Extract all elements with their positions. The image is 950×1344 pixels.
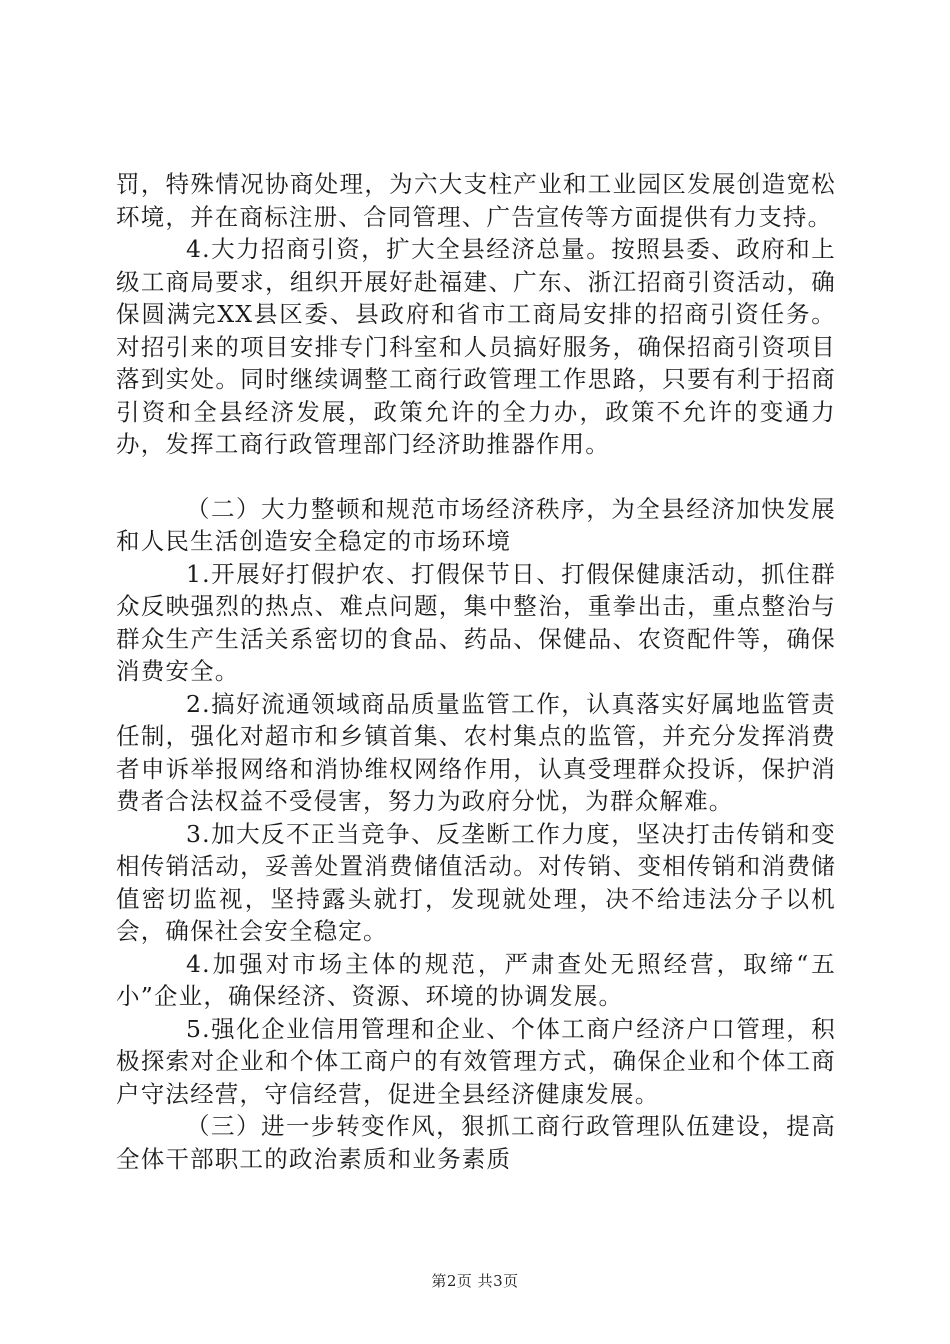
document-body (116, 168, 836, 1175)
page-number-footer: 第2页 共3页 (431, 1272, 519, 1290)
section-heading-2: （二）大力整顿和规范市场经济秩序，为全县经济加快发展和人民生活创造安全稳定的市场环境 (116, 494, 836, 555)
paragraph-item-5: 5.强化企业信用管理和企业、个体工商户经济户口管理，积极探索对企业和个体工商户的有效管理方式，确保企业和个体工商户守法经营，守信经营，促进全县经济健康发展。 (116, 1014, 836, 1108)
section-heading-3: （三）进一步转变作风，狠抓工商行政管理队伍建设，提高全体干部职工的政治素质和业务素质 (116, 1112, 836, 1173)
paragraph-item-3: 3.加大反不正当竞争、反垄断工作力度，坚决打击传销和变相传销活动，妥善处置消费储值活动。对传销、变相传销和消费储值密切监视，坚持露头就打，发现就处理，决不给违法分子以机会，确保社会安全稳定。 (116, 819, 836, 945)
paragraph-continuation: 罚，特殊情况协商处理，为六大支柱产业和工业园区发展创造宽松环境，并在商标注册、合同管理、广告宣传等方面提供有力支持。 (116, 170, 836, 231)
paragraph-item-2: 2.搞好流通领域商品质量监管工作，认真落实好属地监管责任制，强化对超市和乡镇首集、农村集点的监管，并充分发挥消费者申诉举报网络和消协维权网络作用，认真受理群众投诉，保护消费者合法权益不受侵害，努力为政府分忧，为群众解难。 (116, 689, 836, 815)
paragraph-item-1: 1.开展好打假护农、打假保节日、打假保健康活动，抓住群众反映强烈的热点、难点问题，集中整治，重拳出击，重点整治与群众生产生活关系密切的食品、药品、保健品、农资配件等，确保消费安全。 (116, 559, 836, 685)
paragraph-item-4-investment: 4.大力招商引资，扩大全县经济总量。按照县委、政府和上级工商局要求，组织开展好赴福建、广东、浙江招商引资活动，确保圆满完XX县区委、县政府和省市工商局安排的招商引资任务。对招引来的项目安排专门科室和人员搞好服务，确保招商引资项目落到实处。同时继续调整工商行政管理工作思路，只要有利于招商引资和全县经济发展，政策允许的全力办，政策不允许的变通力办，发挥工商行政管理部门经济助推器作用。 (116, 235, 836, 458)
paragraph-item-4: 4.加强对市场主体的规范，严肃查处无照经营，取缔“五小”企业，确保经济、资源、环境的协调发展。 (116, 949, 836, 1010)
paragraph-spacer (116, 461, 836, 493)
